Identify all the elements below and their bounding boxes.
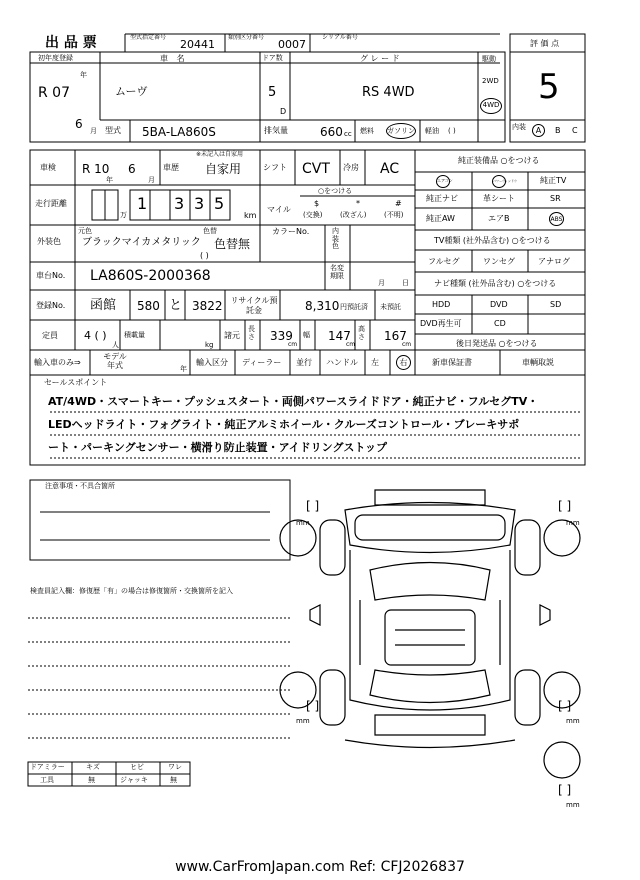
interior-c: C (572, 126, 578, 135)
month-unit: 月 (90, 127, 97, 135)
load-label: 積載量 (124, 331, 145, 339)
interior-label: 内装 (512, 123, 526, 131)
category-value: 0007 (278, 38, 306, 51)
grade-label: グ レ ー ド (360, 54, 400, 63)
drive-4wd: 4WD (480, 98, 502, 114)
recycle-status: 円預託済 (340, 303, 368, 311)
mileage-check-note: ○をつける (318, 187, 353, 195)
caution-label: 注意事項・不具合箇所 (45, 482, 115, 490)
mileage-digit-4: 5 (214, 194, 225, 213)
width-value: 147 (328, 329, 351, 343)
color-change-paren: ( ) (200, 251, 209, 260)
mileage-digit-2: 3 (174, 194, 185, 213)
post-warranty: 新車保証書 (432, 358, 472, 367)
car-name-value: ムーヴ (115, 85, 148, 98)
mileage-digit-1: 1 (137, 194, 148, 213)
load-kg-unit: kg (205, 341, 214, 349)
drive-label: 駆動 (482, 55, 496, 63)
fuel-paren: ( ) (448, 127, 456, 135)
handle-left: 左 (371, 358, 379, 367)
mini-tools-value: 無 (88, 776, 95, 784)
navi-hdd: HDD (432, 300, 451, 309)
registration-number: 3822 (192, 299, 223, 313)
height-value: 167 (384, 329, 407, 343)
unknown-label: (不明) (384, 211, 404, 219)
score-value: 5 (538, 67, 560, 107)
car-name-label: 車 名 (160, 54, 188, 63)
sales-points-label: セールスポイント (44, 378, 108, 387)
drive-2wd: 2WD (482, 77, 499, 85)
import-only-label: 輸入車のみ⇒ (34, 358, 81, 367)
sales-line-3: ート・パーキングセンサー・横滑り防止装置・アイドリングストップ (48, 441, 388, 454)
person-unit: 人 (112, 341, 119, 349)
equipment-header: 純正装備品 ○をつける (458, 156, 540, 165)
footer-watermark: www.CarFromJapan.com Ref: CFJ2026837 (175, 859, 465, 875)
vin-value: LA860S-2000368 (90, 268, 211, 284)
navi-sd: SD (550, 300, 562, 309)
sales-line-2: LEDヘッドライト・フォグライト・純正アルミホイール・クルーズコントロール・ブレーキサポ (48, 418, 520, 431)
mileage-man-unit: 万 (120, 211, 127, 219)
inspection-month: 6 (128, 162, 136, 176)
tv-oneseg: ワンセグ (483, 257, 515, 266)
bracket-rear-left: [ ] (306, 699, 320, 713)
not-deposited: 未預託 (380, 303, 401, 311)
use-label: 車歴 (163, 163, 179, 172)
mm-spare: mm (566, 801, 580, 809)
use-value: 自家用 (205, 162, 242, 176)
mini-header-mirror: ドアミラー (30, 763, 65, 771)
registration-class: 580 (137, 299, 160, 313)
equip-tv: 純正TV (540, 176, 567, 185)
tampered-symbol: * (356, 199, 360, 208)
use-note: ※未記入は自家用 (196, 151, 244, 158)
mileage-digit-3: 3 (194, 194, 205, 213)
serial-label: シリアル番号 (322, 34, 358, 41)
form-title: 出 品 票 (45, 35, 97, 51)
equip-aircon: エアコン (436, 175, 450, 188)
exchange-symbol: $ (314, 199, 320, 208)
inspection-era: R 10 (82, 162, 110, 176)
tv-fullseg: フルセグ (428, 257, 460, 266)
mini-jack: ジャッキ (120, 776, 148, 784)
doors-label: ドア数 (262, 54, 283, 62)
model-year-label: モデル年式 (103, 352, 127, 370)
original-color-value: ブラックマイカメタリック (82, 237, 201, 248)
equip-leather: 革シート (483, 194, 515, 203)
post-manual: 車輌取説 (522, 358, 554, 367)
inspection-year-unit: 年 (106, 176, 113, 184)
tv-analog: アナログ (538, 257, 570, 266)
navi-type-header: ナビ種類 (社外品含む) ○をつける (434, 279, 557, 288)
first-reg-label: 初年度登録 (38, 54, 73, 62)
model-cert-value: 20441 (180, 38, 215, 51)
interior-b: B (555, 126, 561, 135)
length-unit: cm (288, 341, 298, 348)
mini-header-crack: ヒビ (130, 763, 144, 771)
displacement-label: 排気量 (264, 126, 288, 135)
color-number-label: カラーNo. (272, 227, 310, 236)
mileage-km-unit: km (244, 211, 257, 220)
mm-front-right: mm (566, 519, 580, 527)
equip-power-window: パワーウィンドウ (492, 175, 506, 188)
bracket-spare: [ ] (558, 783, 572, 797)
capacity-label: 定員 (42, 331, 58, 340)
mini-jack-value: 無 (170, 776, 177, 784)
width-unit: cm (346, 341, 356, 348)
import-dealer: ディーラー (242, 358, 282, 367)
equip-airbag: エアB (488, 214, 510, 223)
import-parallel: 並行 (296, 358, 312, 367)
registration-kana: と (169, 298, 183, 313)
model-year-unit: 年 (180, 365, 187, 373)
fuel-diesel: 軽油 (425, 127, 439, 135)
fuel-gasoline: ガソリン (386, 123, 416, 139)
category-label: 類別区分番号 (228, 34, 265, 41)
ac-value: AC (380, 161, 400, 177)
model-type-label: 型式 (105, 126, 121, 135)
capacity-value: 4 ( ) (84, 329, 107, 342)
name-change-label: 名変期限 (330, 264, 344, 281)
shift-value: CVT (302, 161, 330, 177)
shift-label: シフト (263, 163, 287, 172)
mm-rear-left: mm (296, 717, 310, 725)
color-change-label: 色替 (203, 227, 217, 235)
import-category-label: 輸入区分 (196, 358, 228, 367)
navi-dvd-play: DVD再生可 (420, 319, 462, 328)
first-reg-month: 6 (75, 117, 83, 131)
interior-color-label: 内装色 (332, 227, 339, 251)
year-unit: 年 (80, 71, 87, 79)
equip-abs: ABS (549, 212, 564, 226)
recycle-amount: 8,310 (305, 299, 340, 313)
original-color-label: 元色 (78, 227, 92, 235)
bracket-rear-right: [ ] (558, 699, 572, 713)
handle-right: 右 (396, 355, 411, 370)
equip-sunroof: SR (550, 194, 561, 203)
color-change-value: 色替無 (214, 237, 251, 251)
mm-front-left: mm (296, 519, 310, 527)
recycle-label: リサイクル預託金 (230, 296, 278, 315)
equip-aw: 純正AW (426, 214, 455, 223)
exterior-color-label: 外装色 (37, 237, 61, 246)
doors-value: 5 (268, 85, 277, 100)
width-label: 幅 (303, 331, 310, 339)
first-reg-era: R 07 (38, 85, 70, 101)
tire-circles (280, 520, 580, 778)
mileage-label: 走行距離 (35, 199, 67, 208)
ac-label: 冷房 (343, 163, 359, 172)
height-label: 高さ (358, 325, 365, 341)
dims-label: 諸元 (224, 331, 240, 340)
height-unit: cm (402, 341, 412, 348)
handle-label: ハンドル (326, 358, 358, 367)
tampered-label: (改ざん) (340, 211, 367, 219)
score-label: 評 価 点 (530, 39, 560, 48)
navi-cd: CD (494, 319, 506, 328)
interior-a: A (532, 124, 545, 137)
tv-type-header: TV種類 (社外品含む) ○をつける (434, 236, 551, 245)
unknown-symbol: # (395, 199, 402, 208)
exchange-label: (交換) (303, 211, 323, 219)
bracket-front-right: [ ] (558, 499, 572, 513)
registration-label: 登録No. (36, 301, 66, 310)
sales-line-1: AT/4WD・スマートキー・プッシュスタート・両側パワースライドドア・純正ナビ・フルセグTV・ (48, 395, 539, 408)
model-cert-label: 型式指定番号 (130, 34, 167, 41)
fuel-label: 燃料 (360, 127, 374, 135)
inspection-label: 車検 (40, 163, 56, 172)
navi-dvd: DVD (490, 300, 508, 309)
vin-label: 車台No. (36, 271, 66, 280)
mini-header-break: ワレ (168, 763, 182, 771)
length-label: 長さ (248, 325, 255, 341)
door-type: D (280, 107, 287, 116)
name-change-month: 月 (378, 279, 385, 287)
equip-navi: 純正ナビ (426, 194, 458, 203)
post-ship-header: 後日発送品 ○をつける (456, 339, 538, 348)
length-value: 339 (270, 329, 293, 343)
car-diagram (310, 490, 550, 748)
cc-unit: cc (344, 130, 352, 138)
mini-tools: 工具 (40, 776, 54, 784)
inspection-month-unit: 月 (148, 176, 155, 184)
mini-header-scratch: キズ (86, 763, 100, 771)
grade-value: RS 4WD (362, 85, 415, 100)
name-change-day: 日 (402, 279, 409, 287)
registration-area: 函館 (90, 298, 117, 313)
model-type-value: 5BA-LA860S (142, 125, 216, 139)
mile-label: マイル (267, 205, 291, 214)
inspector-label: 検査員記入欄：修復歴「有」の場合は修復箇所・交換箇所を記入 (30, 587, 233, 595)
mm-rear-right: mm (566, 717, 580, 725)
bracket-front-left: [ ] (306, 499, 320, 513)
displacement-value: 660 (320, 125, 343, 139)
